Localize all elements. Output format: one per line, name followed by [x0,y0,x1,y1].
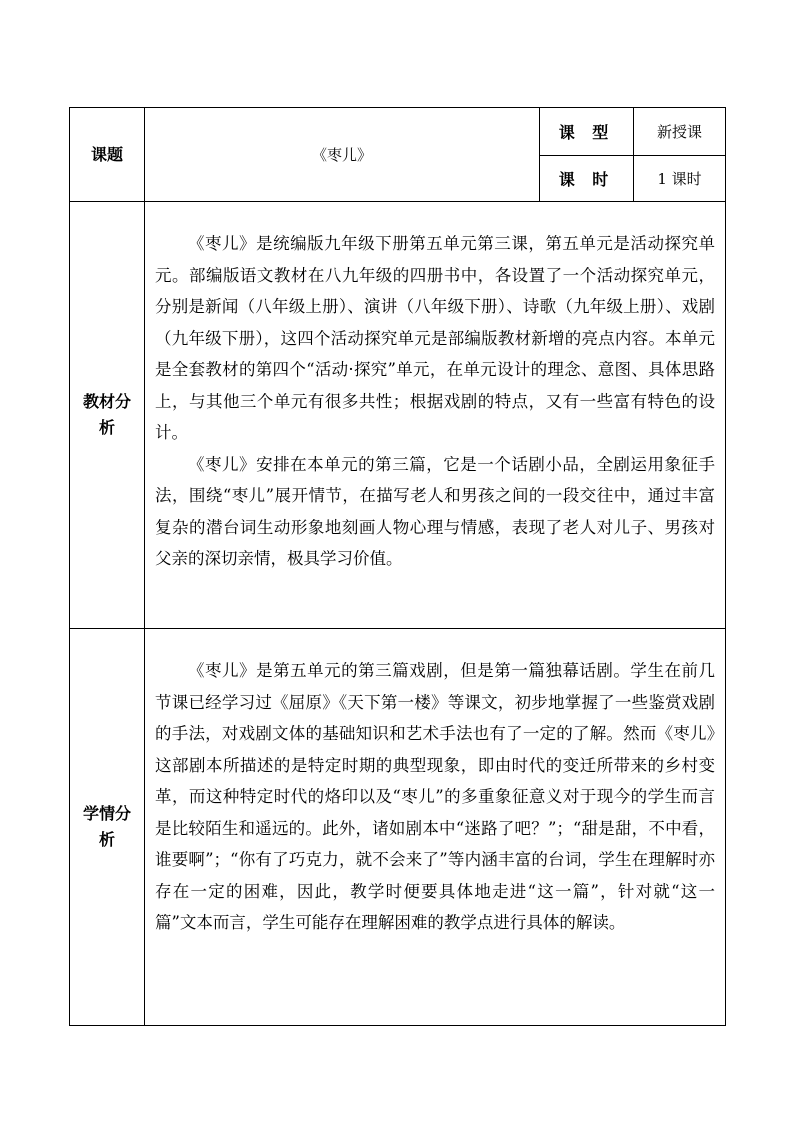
type-value: 新授课 [634,108,726,156]
student-analysis-content [145,629,726,1026]
textbook-analysis-paragraph: 《枣儿》安排在本单元的第三篇，它是一个话剧小品，全剧运用象征手法，围绕“枣儿”展开情节，在描写老人和男孩之间的一段交往中，通过丰富复杂的潜台词生动形象地刻画人物心理与情感，表现了老人对儿子、男孩对父亲的深切亲情，极具学习价值。 [155,454,715,568]
student-analysis-label: 学情分析 [70,629,145,1026]
textbook-analysis-content [145,202,726,629]
textbook-analysis-paragraph: 《枣儿》是统编版九年级下册第五单元第三课，第五单元是活动探究单元。部编版语文教材在八九年级的四册书中，各设置了一个活动探究单元，分别是新闻（八年级上册）、演讲（八年级下册）、诗歌（九年级上册）、戏剧（九年级下册），这四个活动探究单元是部编版教材新增的亮点内容。本单元是全套教材的第四个“活动·探究”单元，在单元设计的理念、意图、具体思路上，与其他三个单元有很多共性；根据戏剧的特点，又有一些富有特色的设计。 [155,234,715,442]
lesson-title: 《枣儿》 [145,108,540,202]
period-value: 1 课时 [634,156,726,202]
topic-label: 课题 [70,108,145,202]
textbook-analysis-label: 教材分析 [70,202,145,629]
student-analysis-paragraph: 《枣儿》是第五单元的第三篇戏剧，但是第一篇独幕话剧。学生在前几节课已经学习过《屈原》《天下第一楼》等课文，初步地掌握了一些鉴赏戏剧的手法，对戏剧文体的基础知识和艺术手法也有了一定的了解。然而《枣儿》这部剧本所描述的是特定时期的典型现象，即由时代的变迁所带来的乡村变革，而这种特定时代的烙印以及“枣儿”的多重象征意义对于现今的学生而言是比较陌生和遥远的。此外，诸如剧本中“迷路了吧？”；“甜是甜，不中看，谁要啊”；“你有了巧克力，就不会来了”等内涵丰富的台词，学生在理解时亦存在一定的困难，因此，教学时便要具体地走进“这一篇”，针对就“这一篇”文本而言，学生可能存在理解困难的教学点进行具体的解读。 [155,661,715,932]
type-label: 课 型 [540,108,634,156]
lesson-plan-table [69,107,726,1026]
period-label: 课 时 [540,156,634,202]
